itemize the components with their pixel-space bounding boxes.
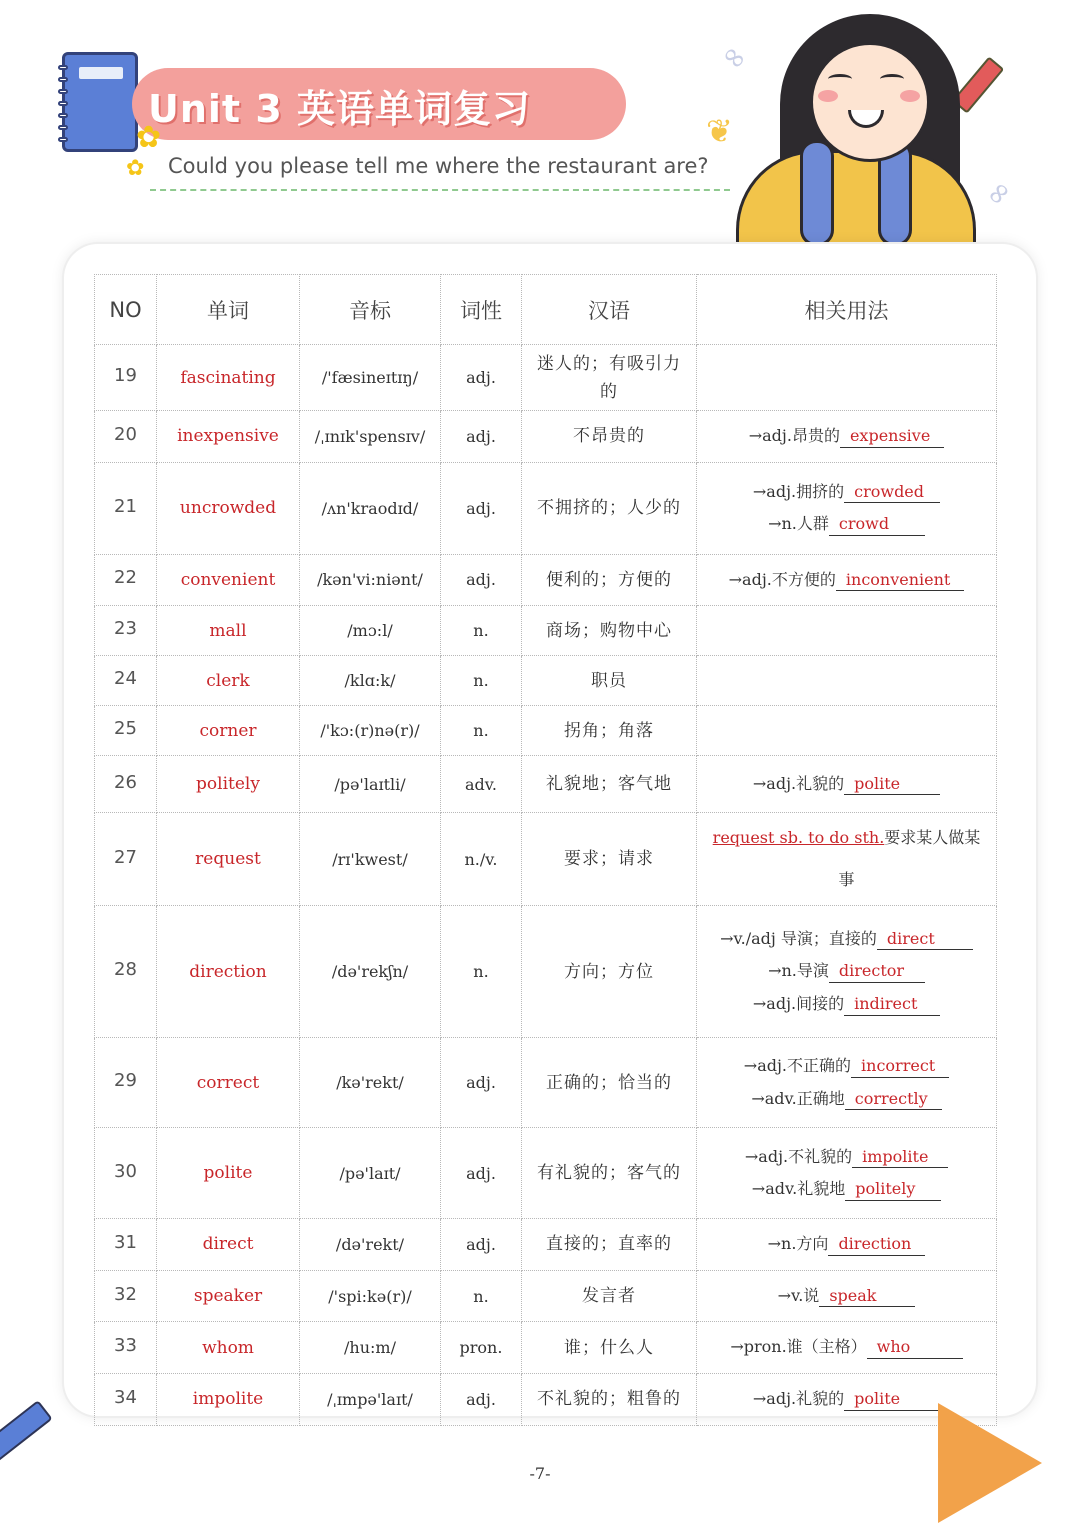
table-row [95, 1038, 997, 1128]
usage-text: →adj.拥挤的 [752, 481, 845, 501]
usage-line [709, 817, 984, 901]
chinese-cell: 不拥挤的；人少的 [522, 462, 697, 554]
usage-text: →adj.昂贵的 [748, 426, 840, 445]
chinese-cell: 直接的；直率的 [522, 1219, 697, 1271]
row-number: 23 [95, 606, 157, 656]
usage-cell [697, 1270, 997, 1322]
usage-cell [697, 1219, 997, 1271]
row-number: 31 [95, 1219, 157, 1271]
chinese-cell: 正确的；恰当的 [522, 1038, 697, 1128]
table-row [95, 1322, 997, 1374]
usage-answer: incorrect [851, 1055, 949, 1078]
table-row [95, 1219, 997, 1271]
row-number: 27 [95, 813, 157, 906]
row-number: 28 [95, 906, 157, 1038]
usage-text: →adj.间接的 [752, 993, 845, 1013]
pos-cell: n./v. [441, 813, 522, 906]
pos-cell: adj. [441, 1038, 522, 1128]
usage-text: →n.导演 [768, 961, 829, 981]
vocabulary-table [94, 274, 997, 1426]
usage-cell [697, 906, 997, 1038]
phonetic-cell: /ˌɪnɪk'spensɪv/ [300, 411, 441, 463]
phonetic-cell: /kə'rekt/ [300, 1038, 441, 1128]
table-row [95, 1373, 997, 1425]
pos-cell: n. [441, 1270, 522, 1322]
usage-answer: direction [828, 1233, 925, 1256]
table-row [95, 345, 997, 411]
usage-line [709, 481, 984, 504]
usage-cell [697, 1128, 997, 1219]
table-row [95, 1270, 997, 1322]
pos-cell: n. [441, 906, 522, 1038]
phonetic-cell: /hu:m/ [300, 1322, 441, 1374]
usage-cell [697, 1038, 997, 1128]
row-number: 30 [95, 1128, 157, 1219]
usage-text: →adj.不礼貌的 [744, 1146, 853, 1166]
usage-text: →adv.礼貌地 [751, 1179, 846, 1199]
row-number: 29 [95, 1038, 157, 1128]
phonetic-cell: /mɔ:l/ [300, 606, 441, 656]
word-cell: convenient [157, 554, 300, 606]
usage-answer: polite [844, 1388, 940, 1411]
usage-text: →adj.礼貌的 [752, 773, 845, 793]
usage-text: →n.方向 [767, 1234, 829, 1254]
chinese-cell: 礼貌地；客气地 [522, 756, 697, 813]
usage-answer: expensive [840, 425, 944, 448]
table-row [95, 462, 997, 554]
chinese-cell: 商场；购物中心 [522, 606, 697, 656]
table-row [95, 1128, 997, 1219]
pos-cell: pron. [441, 1322, 522, 1374]
chinese-cell: 发言者 [522, 1270, 697, 1322]
phonetic-cell: /'spi:kə(r)/ [300, 1270, 441, 1322]
usage-phrase-meaning: 要求某人做某事 [838, 828, 981, 890]
phonetic-cell: /də'rekʃn/ [300, 906, 441, 1038]
usage-line [709, 513, 984, 536]
header-phonetic: 音标 [300, 275, 441, 345]
phonetic-cell: /ˌɪmpə'laɪt/ [300, 1373, 441, 1425]
chinese-cell: 要求；请求 [522, 813, 697, 906]
usage-text: →v./adj 导演；直接的 [720, 928, 877, 948]
row-number: 25 [95, 706, 157, 756]
pos-cell: adj. [441, 1128, 522, 1219]
word-cell: impolite [157, 1373, 300, 1425]
usage-cell [697, 411, 997, 463]
usage-answer: polite [844, 773, 940, 796]
row-number: 20 [95, 411, 157, 463]
usage-text: →n.人群 [768, 514, 829, 534]
usage-line [709, 1146, 984, 1169]
phonetic-cell: /'kɔ:(r)nə(r)/ [300, 706, 441, 756]
usage-cell [697, 606, 997, 656]
chinese-cell: 职员 [522, 656, 697, 706]
usage-cell [697, 554, 997, 606]
chinese-cell: 拐角；角落 [522, 706, 697, 756]
usage-answer: direct [877, 928, 973, 951]
usage-line [709, 1178, 984, 1201]
word-cell: whom [157, 1322, 300, 1374]
usage-cell [697, 462, 997, 554]
usage-text: →adj.不方便的 [728, 569, 836, 589]
phonetic-cell: /ʌn'kraodɪd/ [300, 462, 441, 554]
usage-cell [697, 813, 997, 906]
header-word: 单词 [157, 275, 300, 345]
usage-line [709, 569, 984, 592]
phonetic-cell: /'fæsineɪtɪŋ/ [300, 345, 441, 411]
usage-cell [697, 345, 997, 411]
usage-cell [697, 706, 997, 756]
phonetic-cell: /rɪ'kwest/ [300, 813, 441, 906]
usage-line [709, 1285, 984, 1308]
chinese-cell: 便利的；方便的 [522, 554, 697, 606]
paperclip-icon: ∞ [713, 36, 756, 79]
word-cell: direction [157, 906, 300, 1038]
phonetic-cell: /kən'vi:niənt/ [300, 554, 441, 606]
word-cell: speaker [157, 1270, 300, 1322]
page-subtitle: Could you please tell me where the restaurant are? [168, 154, 709, 178]
usage-phrase: request sb. to do sth. [712, 828, 885, 848]
pos-cell: adj. [441, 462, 522, 554]
usage-cell [697, 756, 997, 813]
row-number: 21 [95, 462, 157, 554]
usage-text: →adv.正确地 [751, 1088, 845, 1108]
pos-cell: adj. [441, 411, 522, 463]
usage-answer: politely [845, 1178, 941, 1201]
flower-icon: ✿ [136, 120, 162, 155]
row-number: 33 [95, 1322, 157, 1374]
usage-line [709, 928, 984, 951]
usage-line [709, 773, 984, 796]
usage-answer: indirect [844, 993, 940, 1016]
usage-line [709, 1088, 984, 1111]
table-row [95, 706, 997, 756]
usage-answer: impolite [852, 1146, 948, 1169]
usage-answer: speak [819, 1285, 915, 1308]
pos-cell: adj. [441, 1219, 522, 1271]
phonetic-cell: /pə'laɪt/ [300, 1128, 441, 1219]
word-cell: corner [157, 706, 300, 756]
usage-line [709, 425, 984, 448]
flower-icon: ✿ [126, 156, 145, 181]
table-row [95, 554, 997, 606]
word-cell: direct [157, 1219, 300, 1271]
usage-cell [697, 1322, 997, 1374]
word-cell: correct [157, 1038, 300, 1128]
chinese-cell: 不昂贵的 [522, 411, 697, 463]
pos-cell: n. [441, 656, 522, 706]
usage-line [709, 993, 984, 1016]
pos-cell: adj. [441, 1373, 522, 1425]
table-row [95, 656, 997, 706]
table-row [95, 756, 997, 813]
word-cell: politely [157, 756, 300, 813]
chinese-cell: 迷人的；有吸引力的 [522, 345, 697, 411]
row-number: 26 [95, 756, 157, 813]
usage-line [709, 1336, 984, 1359]
pos-cell: adj. [441, 345, 522, 411]
usage-answer: inconvenient [836, 569, 964, 592]
word-cell: mall [157, 606, 300, 656]
chinese-cell: 不礼貌的；粗鲁的 [522, 1373, 697, 1425]
pos-cell: adv. [441, 756, 522, 813]
pos-cell: adj. [441, 554, 522, 606]
row-number: 19 [95, 345, 157, 411]
usage-text: →adj.不正确的 [743, 1056, 852, 1076]
table-header-row [95, 275, 997, 345]
usage-line [709, 960, 984, 983]
usage-answer: who [867, 1336, 963, 1359]
phonetic-cell: /də'rekt/ [300, 1219, 441, 1271]
word-cell: fascinating [157, 345, 300, 411]
usage-answer: crowded [844, 481, 940, 504]
chinese-cell: 有礼貌的；客气的 [522, 1128, 697, 1219]
table-row [95, 906, 997, 1038]
row-number: 22 [95, 554, 157, 606]
page-title: Unit 3 英语单词复习 [148, 87, 531, 131]
row-number: 32 [95, 1270, 157, 1322]
header-usage: 相关用法 [697, 275, 997, 345]
header-pos: 词性 [441, 275, 522, 345]
paperclip-icon: ∞ [977, 172, 1020, 215]
divider [150, 189, 730, 191]
notebook-icon [62, 52, 138, 152]
pos-cell: n. [441, 706, 522, 756]
usage-answer: correctly [845, 1088, 942, 1111]
usage-text: →adj.礼貌的 [752, 1388, 845, 1408]
pos-cell: n. [441, 606, 522, 656]
header-no: NO [95, 275, 157, 345]
butterfly-icon: ❦ [706, 112, 733, 150]
chinese-cell: 谁；什么人 [522, 1322, 697, 1374]
usage-answer: crowd [829, 513, 925, 536]
page-number: -7- [529, 1464, 551, 1483]
table-row [95, 813, 997, 906]
usage-cell [697, 656, 997, 706]
usage-line [709, 1055, 984, 1078]
word-cell: polite [157, 1128, 300, 1219]
header-chinese: 汉语 [522, 275, 697, 345]
row-number: 24 [95, 656, 157, 706]
chinese-cell: 方向；方位 [522, 906, 697, 1038]
usage-text: →v.说 [777, 1285, 820, 1305]
word-cell: uncrowded [157, 462, 300, 554]
table-row [95, 411, 997, 463]
table-row [95, 606, 997, 656]
word-cell: inexpensive [157, 411, 300, 463]
phonetic-cell: /klɑ:k/ [300, 656, 441, 706]
row-number: 34 [95, 1373, 157, 1425]
usage-line [709, 1233, 984, 1256]
word-cell: request [157, 813, 300, 906]
usage-text: →pron.谁（主格） [730, 1337, 867, 1357]
word-cell: clerk [157, 656, 300, 706]
phonetic-cell: /pə'laɪtli/ [300, 756, 441, 813]
usage-answer: director [829, 960, 925, 983]
